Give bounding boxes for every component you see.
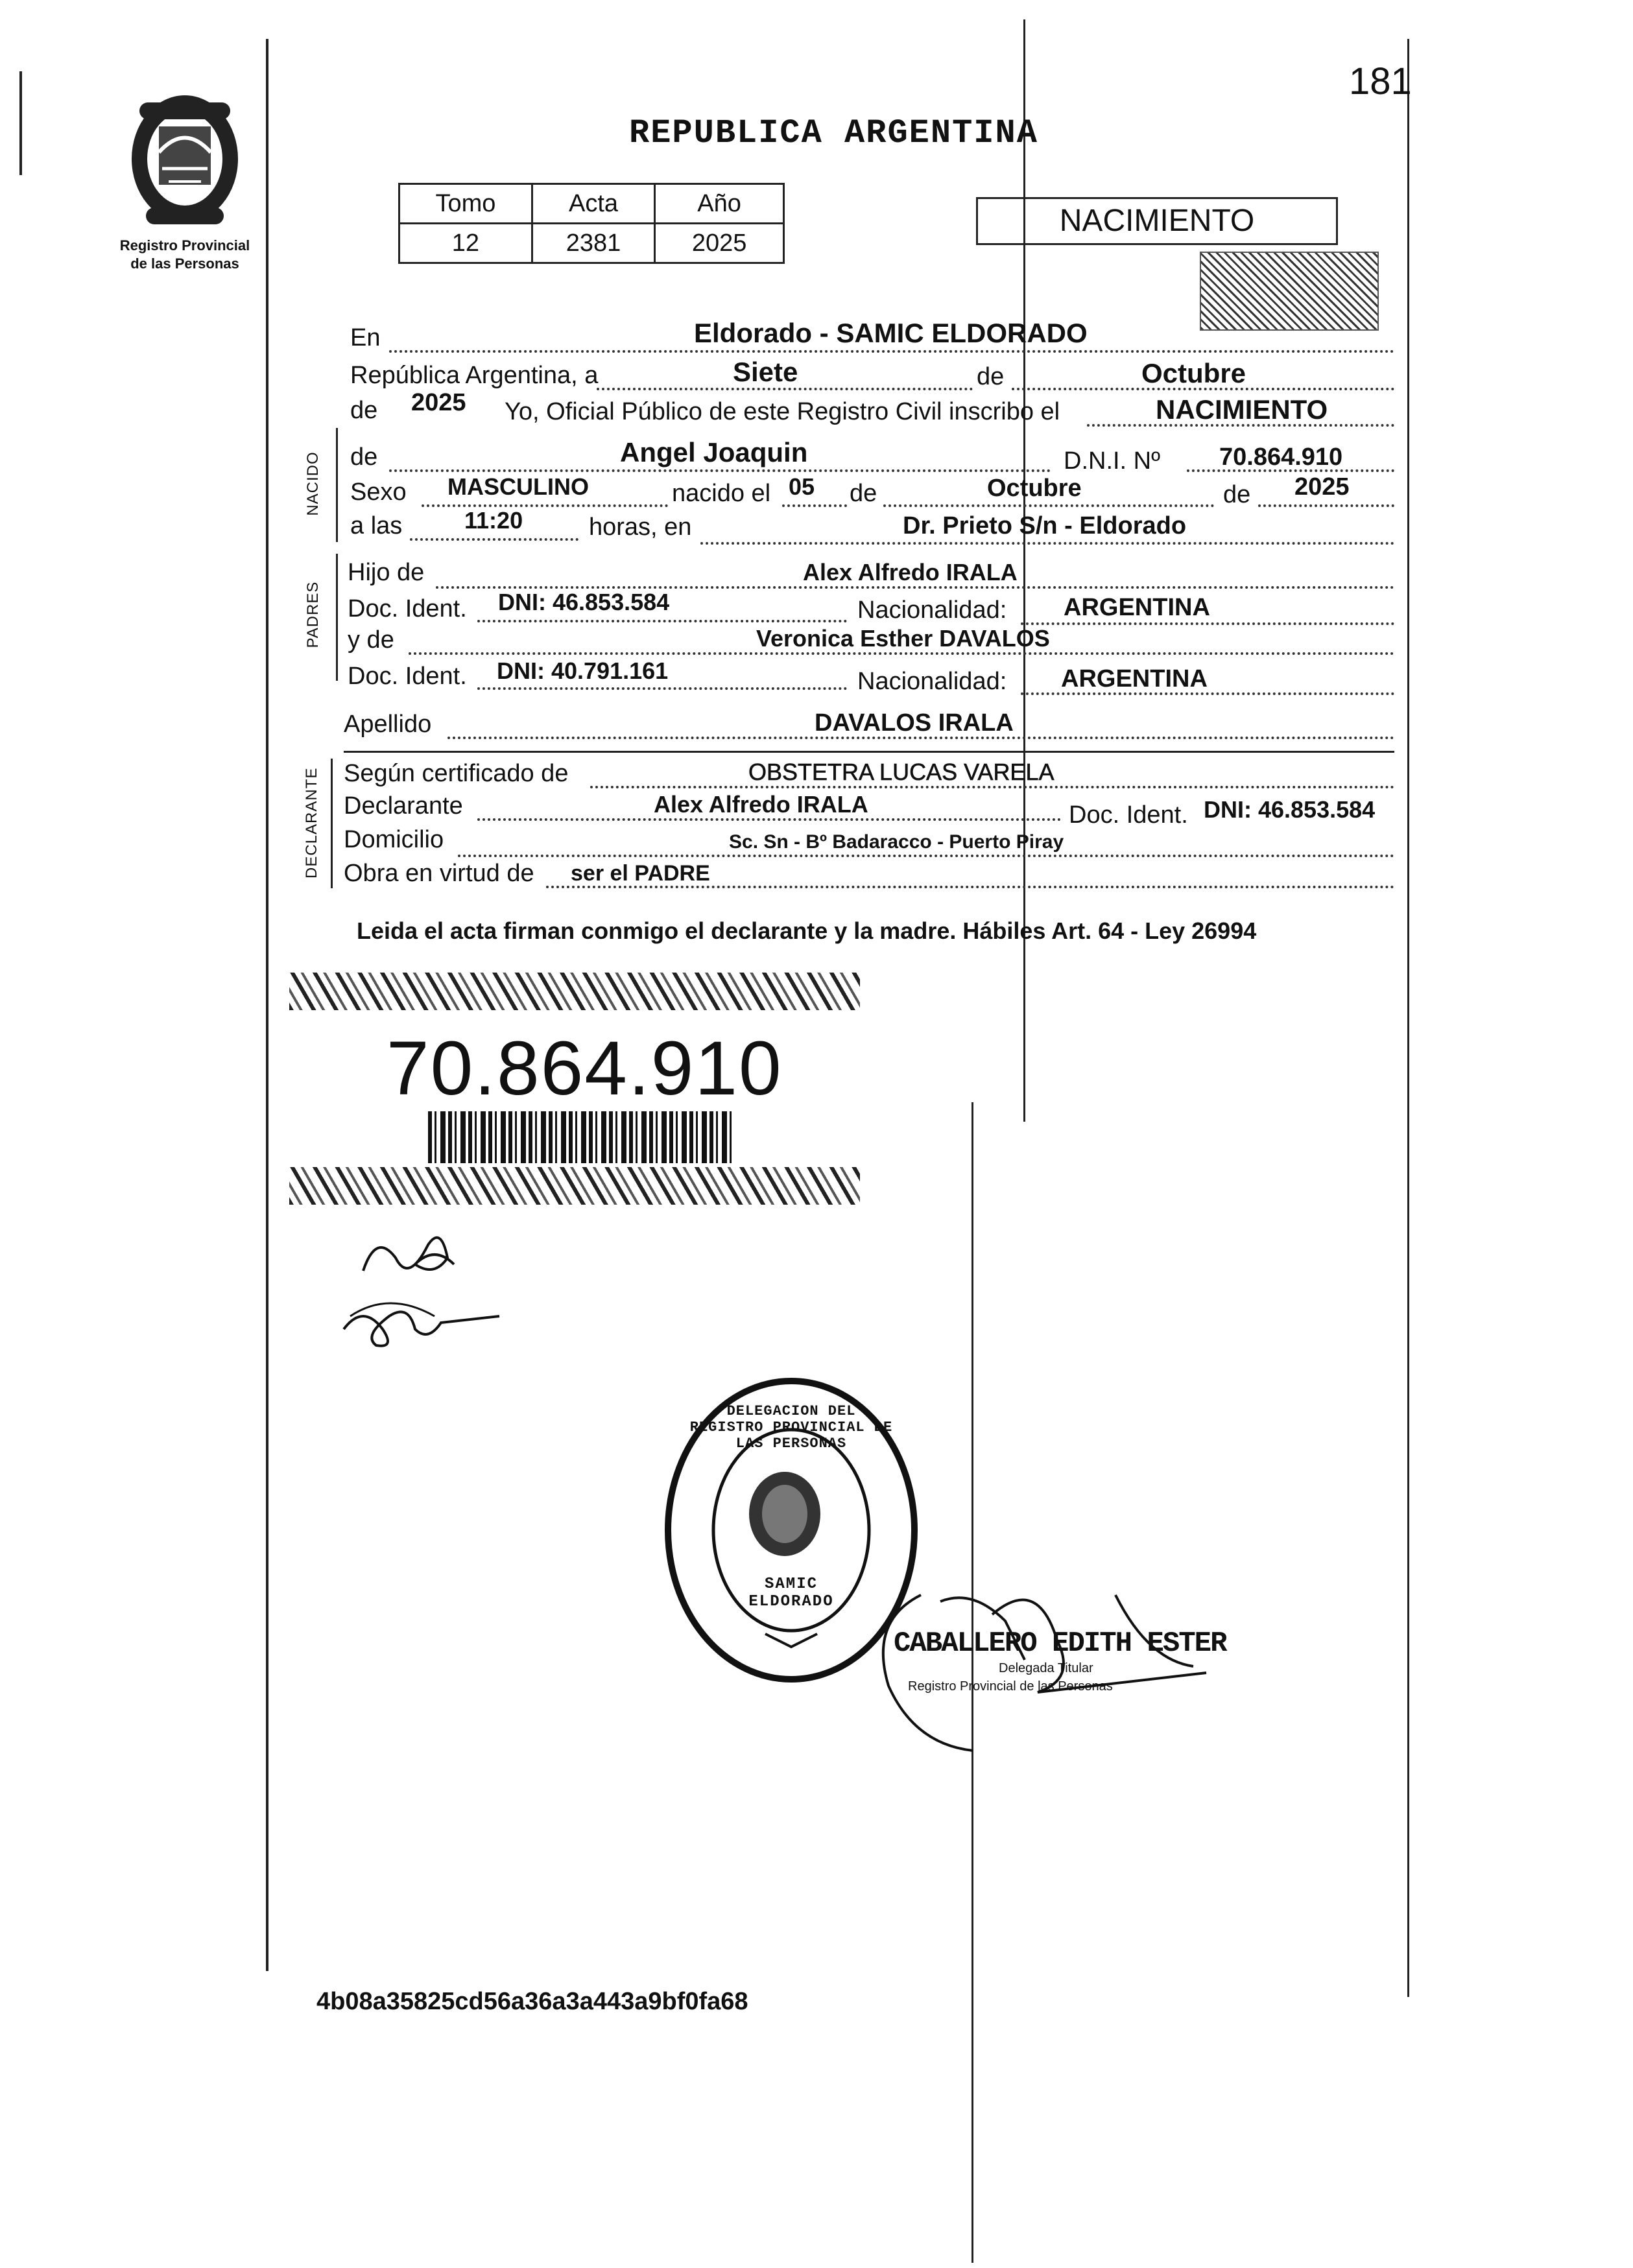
record-type-label: NACIMIENTO [1059, 204, 1255, 238]
mother-name: Veronica Esther DAVALOS [756, 625, 1050, 652]
page-number: 181 [1349, 60, 1412, 102]
a-las-label: a las [350, 512, 403, 539]
acta-header: Acta [532, 184, 654, 224]
closing-note: Leida el acta firman conmigo el declarante y la madre. Hábiles Art. 64 - Ley 26994 [357, 917, 1257, 944]
domicilio-value: Sc. Sn - Bº Badaracco - Puerto Piray [729, 831, 1064, 853]
line-anio-nac [1258, 504, 1394, 507]
line-declarante [477, 818, 1061, 821]
document-title: REPUBLICA ARGENTINA [629, 114, 1038, 152]
de-label-2: de [350, 397, 378, 424]
sexo-value: MASCULINO [447, 473, 589, 500]
line-madre-doc [477, 687, 847, 690]
line-padre-doc [477, 620, 847, 622]
line-dia-nac [782, 504, 847, 507]
line-madre [409, 652, 1394, 655]
inscribe-type: NACIMIENTO [1156, 394, 1328, 425]
nacido-de-label: de [350, 443, 378, 471]
right-margin-line [1407, 39, 1409, 1997]
hijo-de-label: Hijo de [348, 559, 425, 586]
mother-nat-label: Nacionalidad: [857, 668, 1007, 695]
child-name: Angel Joaquin [620, 437, 808, 467]
mother-doc-label: Doc. Ident. [348, 663, 467, 690]
line-sexo [422, 504, 668, 507]
nacido-de-label-3: de [1223, 481, 1251, 508]
year-value: 2025 [411, 389, 466, 416]
padres-section-label: PADRES [304, 581, 322, 648]
day-word: Siete [733, 357, 798, 387]
mother-doc: DNI: 40.791.161 [497, 657, 669, 684]
left-margin-line [266, 39, 268, 1971]
father-name: Alex Alfredo IRALA [803, 559, 1018, 585]
line-en [389, 350, 1394, 353]
misiones-seal-icon [123, 91, 246, 233]
obra-label: Obra en virtud de [344, 860, 534, 887]
anio-value: 2025 [655, 224, 784, 263]
line-dia [597, 388, 973, 390]
logo-caption-1: Registro Provincial [119, 237, 250, 254]
stamp-ring-text: DELEGACION DEL REGISTRO PROVINCIAL DE LAS PERSONAS [689, 1403, 893, 1452]
sexo-label: Sexo [350, 478, 407, 506]
document-hash: 4b08a35825cd56a36a3a443a9bf0fa68 [316, 1988, 748, 2015]
nacido-de-label-2: de [850, 480, 877, 507]
id-number-large: 70.864.910 [387, 1026, 783, 1111]
register-table [398, 183, 785, 264]
apellido-value: DAVALOS IRALA [815, 709, 1014, 737]
mother-nationality: ARGENTINA [1061, 665, 1208, 692]
birth-day: 05 [789, 473, 815, 500]
dni-label: D.N.I. Nº [1064, 447, 1160, 475]
line-domicilio [458, 855, 1394, 857]
nacido-section-label: NACIDO [304, 451, 322, 516]
line-hora [410, 538, 578, 541]
birth-place: Dr. Prieto S/n - Eldorado [903, 512, 1187, 539]
birth-month: Octubre [987, 475, 1082, 502]
father-nationality: ARGENTINA [1064, 594, 1210, 621]
month-value: Octubre [1141, 358, 1246, 388]
declarante-name: Alex Alfredo IRALA [654, 791, 868, 818]
republica-label: República Argentina, a [350, 362, 599, 389]
child-dni: 70.864.910 [1219, 443, 1343, 471]
horas-en-label: horas, en [589, 514, 692, 541]
province-logo [123, 91, 246, 233]
declarante-section-label: DECLARANTE [303, 767, 320, 879]
declarante-doc: DNI: 46.853.584 [1204, 796, 1376, 823]
security-band-bottom [289, 1167, 860, 1205]
official-title-2: Registro Provincial de las Personas [908, 1679, 1113, 1694]
apellido-underline [344, 751, 1394, 753]
declarante-doc-label: Doc. Ident. [1069, 801, 1188, 829]
segun-label: Según certificado de [344, 760, 569, 787]
record-type-box [976, 197, 1338, 245]
tomo-value: 12 [399, 224, 532, 263]
y-de-label: y de [348, 626, 394, 654]
apellido-label: Apellido [344, 711, 432, 738]
acta-value: 2381 [532, 224, 654, 263]
line-padre-nac [1021, 622, 1394, 625]
logo-caption-2: de las Personas [130, 255, 239, 272]
fold-line-upper [1023, 19, 1025, 1122]
security-hologram [1200, 252, 1379, 331]
declarante-signature-icon [337, 1219, 506, 1362]
anio-header: Año [655, 184, 784, 224]
line-mes-nac [883, 504, 1214, 507]
declarante-bracket [331, 759, 333, 888]
line-lugar-nac [700, 542, 1394, 545]
domicilio-label: Domicilio [344, 826, 444, 853]
oficial-text: Yo, Oficial Público de este Registro Civil inscribo el [505, 398, 1060, 425]
place-value: Eldorado - SAMIC ELDORADO [694, 318, 1088, 348]
declarante-signature [337, 1219, 506, 1362]
de-label-1: de [977, 363, 1005, 390]
official-title-1: Delegada Titular [999, 1661, 1093, 1675]
nacido-el-label: nacido el [672, 480, 771, 507]
padres-bracket [336, 554, 338, 681]
line-nombre [389, 469, 1051, 472]
certificado-value: OBSTETRA LUCAS VARELA [748, 759, 1055, 785]
tomo-header: Tomo [399, 184, 532, 224]
en-label: En [350, 324, 381, 351]
official-name: CABALLERO EDITH ESTER [894, 1627, 1226, 1660]
father-doc-label: Doc. Ident. [348, 595, 467, 622]
birth-time: 11:20 [464, 507, 523, 534]
birth-year: 2025 [1294, 473, 1350, 501]
scan-edge-mark [19, 71, 22, 175]
father-doc: DNI: 46.853.584 [498, 589, 670, 615]
nacido-bracket [336, 428, 338, 542]
declarante-label: Declarante [344, 792, 463, 820]
security-band-top [289, 973, 860, 1010]
father-nat-label: Nacionalidad: [857, 597, 1007, 624]
obra-value: ser el PADRE [571, 861, 710, 886]
line-certificado [590, 786, 1394, 788]
stamp-inner-text: SAMIC ELDORADO [748, 1576, 834, 1611]
id-barcode [428, 1111, 732, 1163]
